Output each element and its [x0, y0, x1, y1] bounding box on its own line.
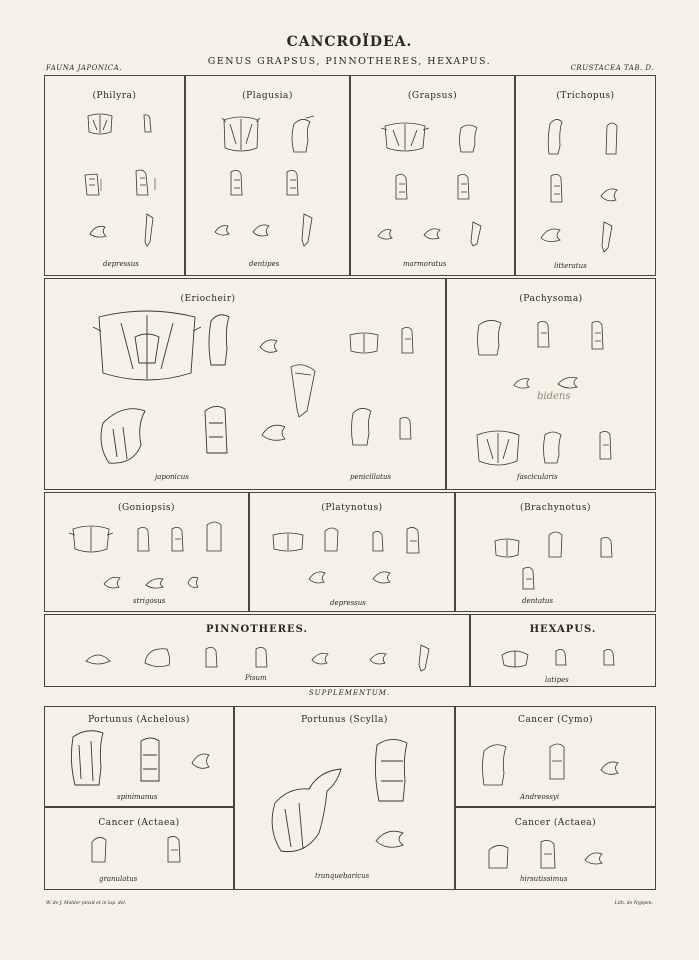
- appendage-sketch: [163, 834, 189, 866]
- appendage-sketch: [368, 529, 388, 555]
- species-label: dentipes: [249, 260, 280, 268]
- species-label-b: penicillatus: [350, 473, 392, 481]
- artist-credit: W. de J. Molder pinxit et in lap. del.: [46, 901, 127, 906]
- mouthpart-sketch: [189, 749, 213, 773]
- carapace-sketch: [87, 307, 207, 387]
- panel-title: (Trichopus): [556, 91, 615, 101]
- plate-title: CANCROÏDEA.: [286, 34, 413, 50]
- leg-sketch: [467, 220, 485, 248]
- mouthpart-sketch: [511, 375, 533, 391]
- leg-sketch: [298, 212, 316, 248]
- species-label-a: bidens: [537, 391, 571, 402]
- claw-sketch: [544, 116, 566, 156]
- mouthpart-sketch: [582, 848, 606, 868]
- mouthpart-sketch: [375, 226, 395, 242]
- panel-platynotus: [249, 492, 455, 612]
- appendage-sketch: [81, 171, 103, 197]
- supplement-heading: SUPPLEMENTUM.: [308, 689, 391, 697]
- panel-philyra: [44, 75, 185, 276]
- appendage-sketch: [536, 838, 564, 872]
- appendage-sketch: [282, 168, 308, 198]
- panel-cancer-cymo: [455, 706, 656, 807]
- panel-grapsus: [350, 75, 515, 276]
- carapace-sketch: [69, 523, 113, 555]
- species-label-a: japonicus: [155, 473, 189, 481]
- carapace-sketch: [83, 649, 113, 667]
- appendage-sketch: [226, 168, 250, 198]
- species-label: marmoratus: [403, 260, 447, 268]
- panel-pinnotheres: [44, 614, 470, 687]
- carapace-sketch: [220, 114, 262, 154]
- claw-sketch: [286, 114, 316, 156]
- series-label: FAUNA JAPONICA.: [46, 64, 122, 72]
- species-label: litteratus: [554, 262, 587, 270]
- panel-brachynotus: [455, 492, 656, 612]
- carapace-sketch: [347, 331, 381, 355]
- species-label: hirsutissimus: [520, 875, 568, 883]
- claw-sketch: [455, 120, 483, 154]
- appendage-sketch: [587, 319, 613, 353]
- panel-cancer-actaea-1: [44, 807, 234, 890]
- plate-subtitle: GENUS GRAPSUS, PINNOTHERES, HEXAPUS.: [207, 56, 492, 67]
- appendage-sketch: [167, 525, 189, 555]
- panel-hexapus: [470, 614, 656, 687]
- species-label: strigosus: [133, 597, 166, 605]
- appendage-sketch: [251, 645, 275, 671]
- species-label: dentatus: [522, 597, 554, 605]
- appendage-sketch: [546, 172, 568, 206]
- panel-title: Cancer (Actaea): [514, 818, 597, 828]
- appendage-sketch: [518, 565, 540, 593]
- species-label: Andreossyi: [520, 793, 560, 801]
- carapace-sketch: [473, 427, 523, 469]
- appendage-sketch: [533, 319, 559, 351]
- appendage-sketch: [133, 525, 155, 555]
- mouthpart-sketch: [185, 573, 201, 591]
- species-label: tranquebaricus: [315, 872, 370, 880]
- panel-portunus-scylla: [234, 706, 455, 890]
- panel-title: (Pachysoma): [519, 294, 583, 304]
- plate-number: CRUSTACEA TAB. D.: [570, 64, 654, 72]
- claw-sketch: [347, 403, 377, 447]
- leg-sketch: [598, 220, 616, 254]
- panel-title: HEXAPUS.: [529, 624, 597, 635]
- mouthpart-sketch: [598, 757, 622, 779]
- mouthpart-sketch: [101, 573, 123, 591]
- appendage-sketch: [395, 415, 417, 443]
- carapace-sketch: [270, 531, 306, 553]
- claw-sketch: [320, 525, 344, 555]
- mouthpart-sketch: [538, 224, 564, 246]
- appendage-sketch: [391, 172, 413, 202]
- mouthpart-sketch: [143, 575, 167, 591]
- claw-sketch: [484, 842, 514, 872]
- species-label: spinimanus: [117, 793, 158, 801]
- claw-sketch: [544, 529, 568, 561]
- mouthpart-sketch: [370, 567, 394, 587]
- panel-eriocheir: [44, 278, 446, 490]
- claw-sketch: [602, 120, 620, 156]
- appendage-sketch: [453, 172, 477, 202]
- panel-plagusia: [185, 75, 350, 276]
- panel-title: Cancer (Actaea): [98, 818, 180, 828]
- claw-sketch: [87, 834, 111, 866]
- panel-title: (Plagusia): [242, 91, 293, 101]
- mouthpart-sketch: [259, 419, 289, 445]
- panel-title: Cancer (Cymo): [517, 715, 594, 725]
- panel-trichopus: [515, 75, 656, 276]
- mouthpart-sketch: [212, 222, 232, 238]
- appendage-sketch: [397, 325, 419, 357]
- leg-sketch: [285, 361, 321, 419]
- species-label: granulatus: [99, 875, 138, 883]
- mouthpart-sketch: [87, 222, 109, 240]
- species-label-b: fascicularis: [517, 473, 558, 481]
- appendage-sketch: [596, 535, 618, 561]
- appendage-sketch: [197, 403, 235, 457]
- appendage-sketch: [201, 645, 225, 671]
- appendage-sketch: [595, 429, 619, 463]
- mouthpart-sketch: [257, 335, 281, 357]
- appendage-sketch: [135, 735, 165, 785]
- appendage-sketch: [131, 168, 159, 198]
- claw-sketch: [203, 309, 235, 367]
- appendage-sketch: [599, 647, 619, 669]
- panel-title: (Brachynotus): [520, 503, 591, 513]
- mouthpart-sketch: [598, 184, 620, 206]
- leg-sketch: [415, 643, 433, 673]
- carapace-sketch: [499, 647, 531, 669]
- panel-portunus-achelous: [44, 706, 234, 807]
- claw-sketch: [201, 517, 227, 555]
- mouthpart-sketch: [555, 373, 581, 391]
- mouthpart-sketch: [250, 220, 272, 240]
- appendage-sketch: [402, 525, 428, 557]
- claw-sketch: [539, 427, 567, 465]
- mouthpart-sketch: [367, 649, 389, 667]
- mouthpart-sketch: [421, 224, 443, 242]
- panel-title: PINNOTHERES.: [206, 624, 308, 635]
- appendage-sketch: [544, 741, 572, 783]
- leg-sketch: [141, 212, 157, 248]
- panel-title: (Platynotus): [321, 503, 383, 513]
- panel-title: (Philyra): [92, 91, 137, 101]
- panel-title: Portunus (Scylla): [301, 715, 388, 725]
- panel-cancer-actaea-2: [455, 807, 656, 890]
- panel-title: (Grapsus): [407, 91, 458, 101]
- claw-sketch: [93, 399, 153, 469]
- species-label: latipes: [545, 676, 569, 684]
- carapace-sketch: [492, 537, 522, 559]
- panel-pachysoma: [446, 278, 656, 490]
- mouthpart-sketch: [309, 649, 331, 667]
- claw-sketch: [265, 763, 351, 859]
- claw-sketch: [473, 315, 507, 357]
- claw-sketch: [141, 112, 153, 134]
- mouthpart-sketch: [373, 825, 407, 853]
- claw-sketch: [478, 739, 512, 787]
- claw-sketch: [65, 727, 111, 789]
- carapace-sketch: [85, 112, 115, 136]
- panel-title: (Goniopsis): [117, 503, 176, 513]
- carapace-sketch: [381, 120, 429, 154]
- panel-goniopsis: [44, 492, 249, 612]
- lithographer-credit: Lith. de Nyppen.: [614, 901, 653, 906]
- panel-title: (Eriocheir): [180, 294, 236, 304]
- appendage-sketch: [551, 647, 571, 669]
- mouthpart-sketch: [306, 567, 328, 587]
- species-label: depressus: [330, 599, 366, 607]
- carapace-sketch: [141, 645, 175, 669]
- claw-sketch: [369, 735, 417, 805]
- panel-title: Portunus (Achelous): [88, 715, 190, 725]
- species-label: Pisum: [245, 674, 267, 682]
- species-label: depressus: [103, 260, 139, 268]
